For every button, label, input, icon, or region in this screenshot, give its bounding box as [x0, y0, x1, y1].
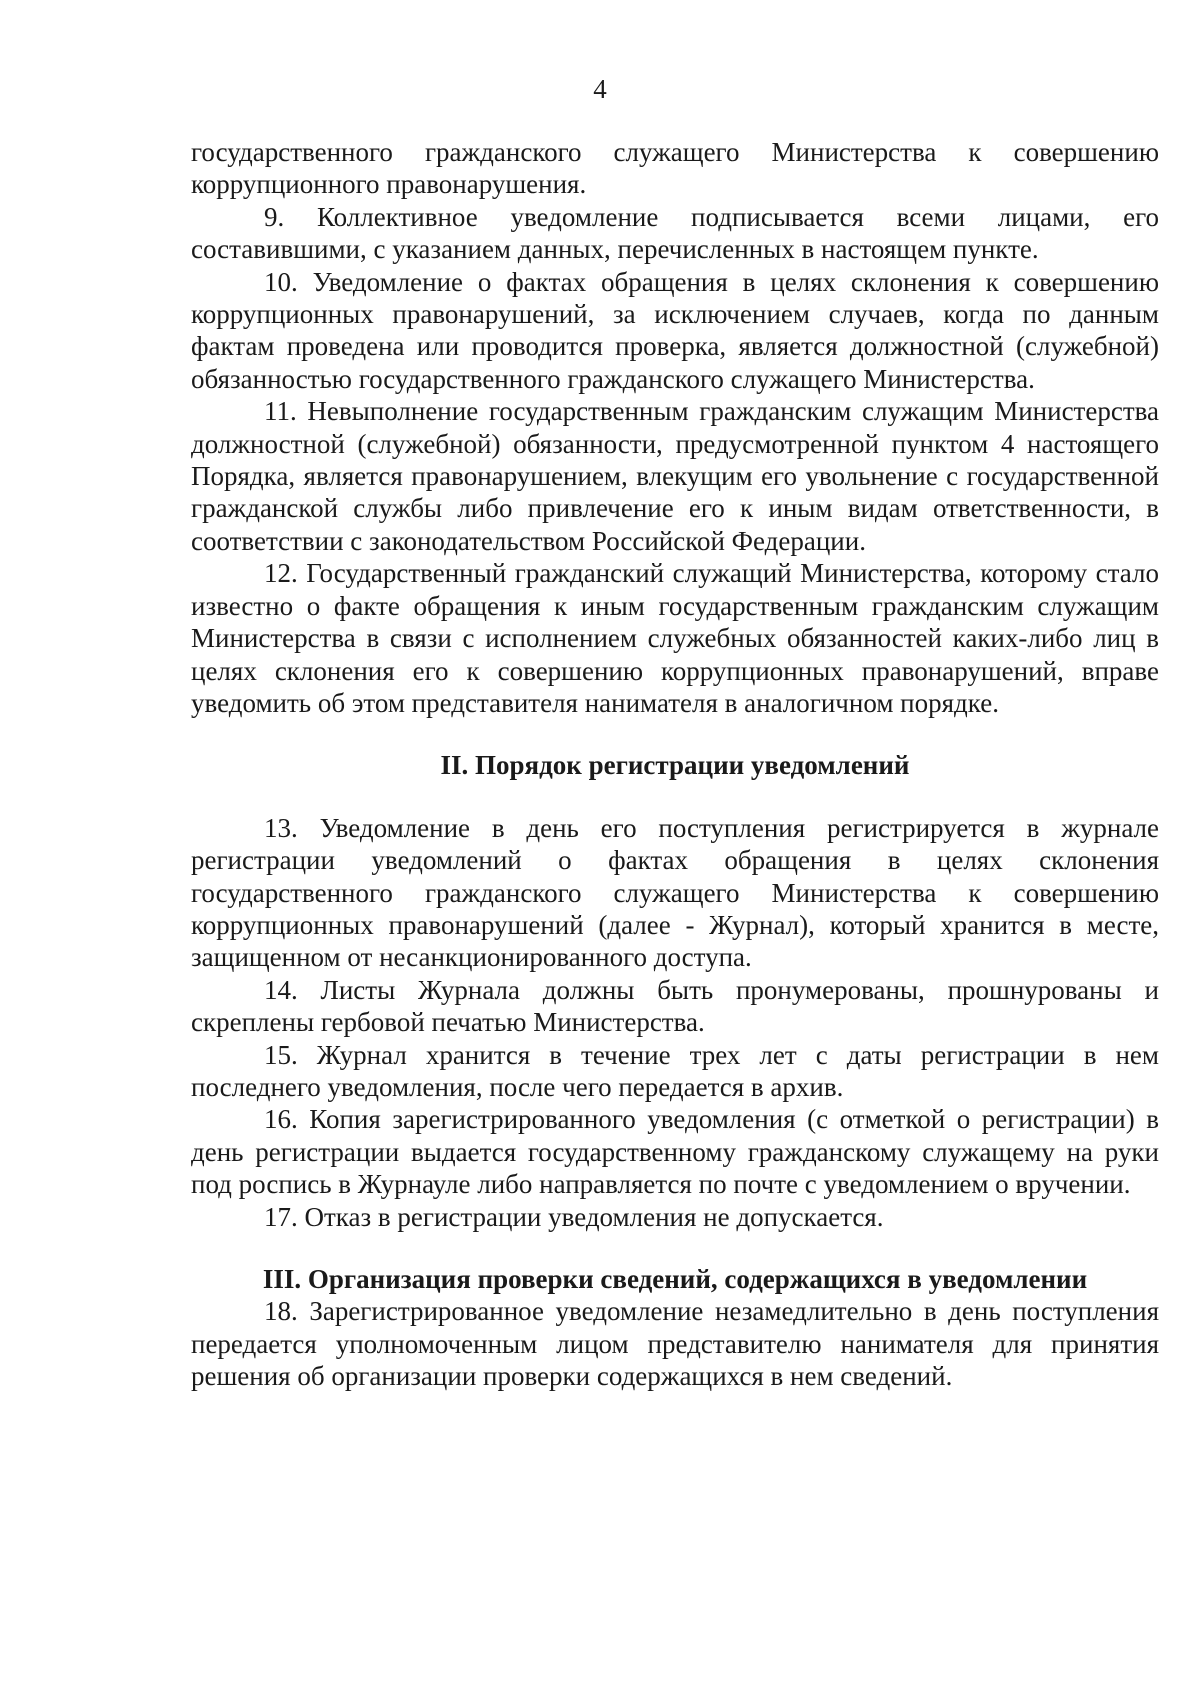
paragraph-9: 9. Коллективное уведомление подписывается всеми лицами, его составившими, с указанием данных, перечисленных в настоящем пункте.: [191, 201, 1159, 265]
paragraph-17: 17. Отказ в регистрации уведомления не допускается.: [264, 1201, 884, 1232]
paragraph-12: 12. Государственный гражданский служащий Министерства, которому стало известно о факте обращения к иным государственным гражданским служащим Министерства в связи с исполнением служебных обязанностей каких-либо лиц в целях склонения его к совершению коррупционных правонарушений, вправе уведомить об этом представителя нанимателя в аналогичном порядке.: [191, 558, 1159, 718]
paragraph-11: 11. Невыполнение государственным гражданским служащим Министерства должностной (служебной) обязанности, предусмотренной пунктом 4 настоящего Порядка, является правонарушением, влекущим его увольнение с государственной гражданской службы либо привлечение его к иным видам ответственности, в соответствии с законодательством Российской Федерации.: [191, 396, 1159, 556]
paragraph-10: 10. Уведомление о фактах обращения в целях склонения к совершению коррупционных правонарушений, за исключением случаев, когда по данным фактам проведена или проводится проверка, является должностной (служебной) обязанностью государственного гражданского служащего Министерства.: [191, 266, 1159, 394]
spacer: [191, 782, 1159, 812]
page-number: 4: [593, 74, 607, 104]
paragraph-8-continuation: государственного гражданского служащего Министерства к совершению коррупционного правонарушения.: [191, 137, 1159, 200]
document-body: [191, 136, 1159, 1393]
spacer: [191, 1233, 1159, 1263]
section-2-heading: II. Порядок регистрации уведомлений: [440, 750, 910, 781]
paragraph-16: 16. Копия зарегистрированного уведомления (с отметкой о регистрации) в день регистрации выдается государственному гражданскому служащему на руки под роспись в Журнауле либо направляется по почте с уведомлением о вручении.: [191, 1104, 1159, 1200]
spacer: [191, 719, 1159, 749]
paragraph-18: 18. Зарегистрированное уведомление незамедлительно в день поступления передается уполномоченным лицом представителю нанимателя для принятия решения об организации проверки содержащихся в нем сведений.: [191, 1296, 1159, 1392]
section-3-heading: III. Организация проверки сведений, содержащихся в уведомлении: [262, 1264, 1088, 1294]
paragraph-14: 14. Листы Журнала должны быть пронумерованы, прошнурованы и скреплены гербовой печатью Министерства.: [191, 974, 1159, 1038]
paragraph-13: 13. Уведомление в день его поступления регистрируется в журнале регистрации уведомлений о фактах обращения в целях склонения государственного гражданского служащего Министерства к совершению коррупционных правонарушений (далее - Журнал), который хранится в месте, защищенном от несанкционированного доступа.: [191, 812, 1159, 973]
paragraph-15: 15. Журнал хранится в течение трех лет с даты регистрации в нем последнего уведомления, после чего передается в архив.: [191, 1039, 1159, 1102]
